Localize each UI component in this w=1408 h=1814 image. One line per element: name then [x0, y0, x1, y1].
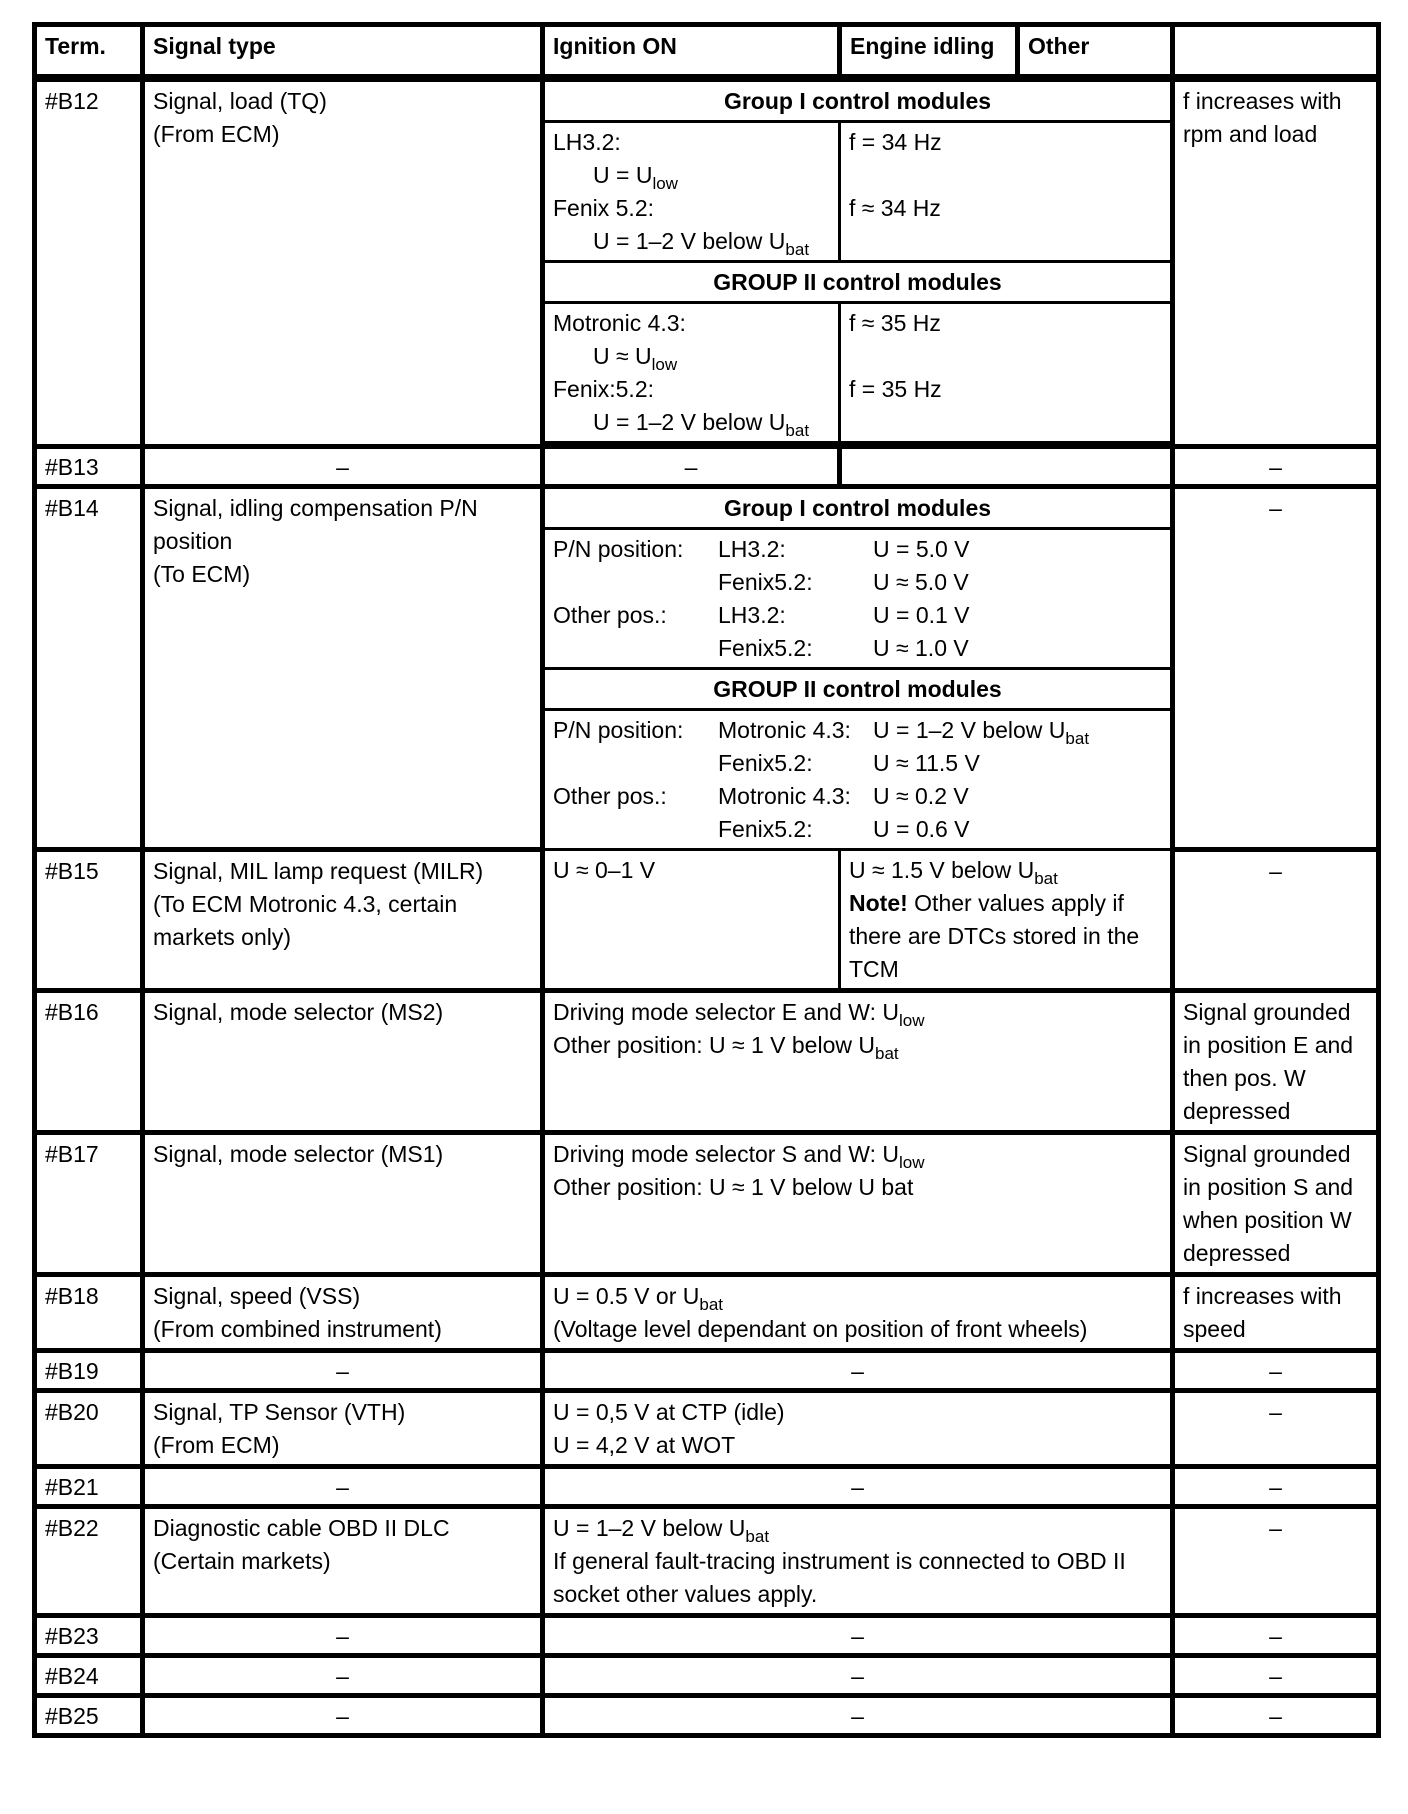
signal-source: (To ECM Motronic 4.3, certain markets only): [153, 891, 458, 950]
note-cell: –: [1173, 1467, 1379, 1507]
frequency-value: f = 34 Hz: [849, 129, 942, 155]
note-cell: –: [1173, 1696, 1379, 1736]
signal-label: Signal, idling compensation P/N position: [153, 495, 478, 554]
position-label: P/N position:: [553, 536, 684, 562]
header-term: Term.: [35, 25, 143, 79]
value-cell: –: [543, 1351, 1173, 1391]
signal-cell: [143, 1391, 543, 1467]
voltage-value: U = 5.0 V: [873, 536, 970, 562]
table-row: [35, 850, 1379, 991]
signal-cell: –: [143, 1656, 543, 1696]
voltage-value: $U \approx U_{low}$: [593, 343, 678, 374]
note-cell: –: [1173, 1616, 1379, 1656]
signal-label: Signal, speed (VSS): [153, 1283, 361, 1309]
signal-label: Signal, TP Sensor (VTH): [153, 1399, 406, 1425]
ignition-cell: [543, 122, 840, 262]
voltage-value: $U = U_{low}$: [593, 162, 678, 193]
term-cell: #B25: [35, 1696, 143, 1736]
signal-cell: Signal, mode selector (MS1): [143, 1133, 543, 1275]
table-row: [35, 487, 1379, 529]
note-cell: f increases with speed: [1173, 1275, 1379, 1351]
frequency-cell: [840, 122, 1173, 262]
header-engine-idling: Engine idling: [840, 25, 1018, 79]
signal-cell: –: [143, 1696, 543, 1736]
term-cell: #B20: [35, 1391, 143, 1467]
signal-label: Signal, load (TQ): [153, 88, 327, 114]
note-text: Other values apply if there are DTCs stored in the TCM: [849, 890, 1140, 982]
frequency-value: f ≈ 35 Hz: [849, 310, 941, 336]
table-row: [35, 1275, 1379, 1351]
note-cell: –: [1173, 487, 1379, 850]
voltage-value: U = 0.6 V: [873, 816, 970, 842]
signal-label: Diagnostic cable OBD II DLC: [153, 1515, 450, 1541]
voltage-value: U ≈ 0.2 V: [873, 783, 969, 809]
voltage-value: U ≈ 5.0 V: [873, 569, 969, 595]
header-signal-type: Signal type: [143, 25, 543, 79]
term-cell: #B17: [35, 1133, 143, 1275]
table-row: [35, 991, 1379, 1133]
voltage-value: U ≈ 11.5 V: [873, 750, 980, 776]
signal-cell: [143, 78, 543, 447]
value-cell: [543, 1391, 1173, 1467]
idling-cell: [840, 447, 1173, 487]
table-row: [35, 1467, 1379, 1507]
value-line: If general fault-tracing instrument is connected to OBD II socket other values apply.: [553, 1548, 1126, 1607]
value-line: (Voltage level dependant on position of front wheels): [553, 1316, 1088, 1342]
value-line: U = 0.5 V or $U_{bat}$: [553, 1283, 724, 1314]
signal-cell: [143, 1507, 543, 1616]
table-row: [35, 1616, 1379, 1656]
module-name: LH3.2:: [718, 602, 786, 628]
note-cell: –: [1173, 1391, 1379, 1467]
voltage-value: U = 1–2 V below $U_{bat}$: [593, 409, 810, 440]
note-cell: –: [1173, 1656, 1379, 1696]
group-heading: GROUP II control modules: [543, 262, 1173, 303]
term-cell: #B14: [35, 487, 143, 850]
term-cell: #B19: [35, 1351, 143, 1391]
value-cell: [543, 1507, 1173, 1616]
note-cell: –: [1173, 1507, 1379, 1616]
note-label: Note!: [849, 890, 908, 916]
table-row: [35, 447, 1379, 487]
value-cell: –: [543, 1696, 1173, 1736]
table-row: [35, 1507, 1379, 1616]
ignition-cell: [543, 303, 840, 443]
term-cell: #B15: [35, 850, 143, 991]
terminal-table: [32, 22, 1381, 1738]
note-cell: Signal grounded in position S and when position W depressed: [1173, 1133, 1379, 1275]
position-label: Other pos.:: [553, 602, 667, 628]
note-cell: f increases with rpm and load: [1173, 78, 1379, 447]
ignition-cell: –: [543, 447, 840, 487]
term-cell: #B22: [35, 1507, 143, 1616]
value-cell: [543, 710, 1173, 850]
signal-source: (To ECM): [153, 561, 251, 587]
term-cell: #B16: [35, 991, 143, 1133]
note-cell: –: [1173, 850, 1379, 991]
group-heading: Group I control modules: [543, 78, 1173, 122]
header-notes: [1173, 25, 1379, 79]
module-name: Motronic 4.3:: [718, 717, 851, 743]
module-name: Fenix 5.2:: [553, 195, 654, 221]
voltage-value: U = 1–2 V below $U_{bat}$: [593, 228, 810, 259]
header-other: Other: [1018, 25, 1173, 79]
table-header-row: [35, 25, 1379, 79]
signal-cell: –: [143, 1467, 543, 1507]
signal-source: (From ECM): [153, 1432, 280, 1458]
frequency-cell: [840, 303, 1173, 443]
value-cell: [543, 529, 1173, 669]
idling-cell: [840, 850, 1173, 991]
module-name: Fenix5.2:: [718, 635, 813, 661]
position-label: P/N position:: [553, 717, 684, 743]
module-name: Motronic 4.3:: [718, 783, 851, 809]
module-name: Fenix5.2:: [718, 816, 813, 842]
table-row: [35, 1391, 1379, 1467]
module-name: LH3.2:: [553, 129, 621, 155]
signal-cell: –: [143, 1351, 543, 1391]
value-grid: [553, 714, 1162, 846]
position-label: Other pos.:: [553, 783, 667, 809]
module-name: Fenix5.2:: [718, 569, 813, 595]
signal-cell: –: [143, 1616, 543, 1656]
module-name: Motronic 4.3:: [553, 310, 686, 336]
note-cell: Signal grounded in position E and then pos. W depressed: [1173, 991, 1379, 1133]
ignition-cell: U ≈ 0–1 V: [543, 850, 840, 991]
value-line: Driving mode selector S and W: $U_{low}$: [553, 1141, 925, 1172]
table-row: [35, 1351, 1379, 1391]
value-cell: –: [543, 1616, 1173, 1656]
table-row: [35, 1133, 1379, 1275]
term-cell: #B21: [35, 1467, 143, 1507]
group-heading: GROUP II control modules: [543, 669, 1173, 710]
value-line: U = 1–2 V below $U_{bat}$: [553, 1515, 770, 1546]
value-line: Other position: U ≈ 1 V below U bat: [553, 1174, 914, 1200]
signal-cell: [143, 1275, 543, 1351]
signal-cell: [143, 850, 543, 991]
voltage-value: U ≈ 1.0 V: [873, 635, 969, 661]
term-cell: #B12: [35, 78, 143, 447]
term-cell: #B23: [35, 1616, 143, 1656]
value-cell: [543, 1133, 1173, 1275]
module-name: Fenix5.2:: [718, 750, 813, 776]
signal-label: Signal, MIL lamp request (MILR): [153, 858, 484, 884]
term-cell: #B18: [35, 1275, 143, 1351]
signal-source: (From combined instrument): [153, 1316, 442, 1342]
table-row: [35, 1696, 1379, 1736]
value-cell: –: [543, 1467, 1173, 1507]
module-name: Fenix:5.2:: [553, 376, 654, 402]
voltage-value: U = 0.1 V: [873, 602, 970, 628]
value-line: Driving mode selector E and W: $U_{low}$: [553, 999, 925, 1030]
value-cell: –: [543, 1656, 1173, 1696]
signal-cell: Signal, mode selector (MS2): [143, 991, 543, 1133]
note-cell: –: [1173, 447, 1379, 487]
note-cell: –: [1173, 1351, 1379, 1391]
term-cell: #B13: [35, 447, 143, 487]
term-cell: #B24: [35, 1656, 143, 1696]
frequency-value: f ≈ 34 Hz: [849, 195, 941, 221]
table-row: [35, 1656, 1379, 1696]
signal-cell: –: [143, 447, 543, 487]
header-ignition-on: Ignition ON: [543, 25, 840, 79]
terminal-spec-sheet: [32, 22, 1376, 1738]
value-grid: [553, 533, 1162, 665]
signal-cell: [143, 487, 543, 850]
frequency-value: f = 35 Hz: [849, 376, 942, 402]
voltage-value: U ≈ 1.5 V below $U_{bat}$: [849, 857, 1058, 888]
value-cell: [543, 1275, 1173, 1351]
signal-source: (From ECM): [153, 121, 280, 147]
value-cell: [543, 991, 1173, 1133]
module-name: LH3.2:: [718, 536, 786, 562]
value-line: U = 0,5 V at CTP (idle): [553, 1399, 785, 1425]
value-line: U = 4,2 V at WOT: [553, 1432, 736, 1458]
signal-source: (Certain markets): [153, 1548, 331, 1574]
group-heading: Group I control modules: [543, 487, 1173, 529]
table-row: [35, 78, 1379, 122]
value-line: Other position: U ≈ 1 V below $U_{bat}$: [553, 1032, 899, 1063]
voltage-value: U = 1–2 V below $U_{bat}$: [873, 717, 1090, 748]
